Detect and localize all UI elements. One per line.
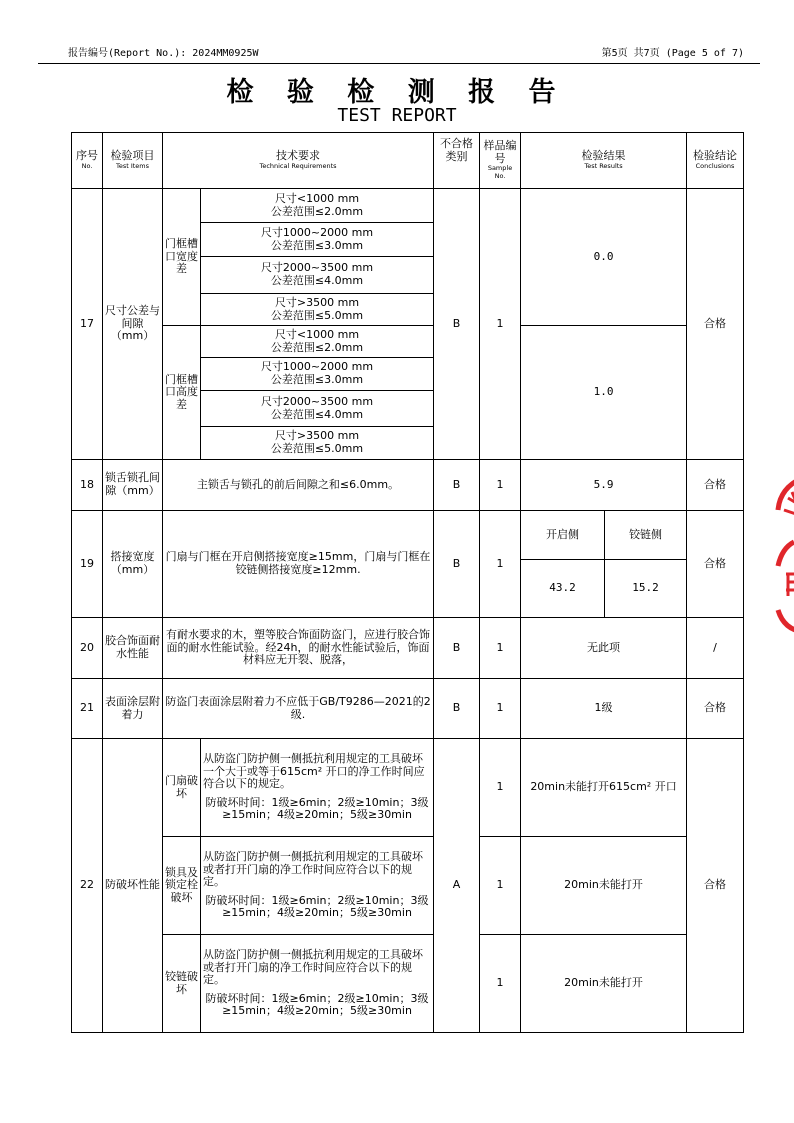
table-row xyxy=(72,679,744,739)
row-item: 尺寸公差与间隙（mm） xyxy=(103,189,163,460)
report-title-cn: 检 验 检 测 报 告 xyxy=(226,77,568,108)
row-item: 表面涂层附着力 xyxy=(103,679,163,739)
header-divider xyxy=(38,63,760,64)
row-sample: 1 xyxy=(480,618,521,679)
row-result: 20min未能打开615cm² 开口 xyxy=(521,739,687,837)
row-no: 19 xyxy=(72,511,103,618)
requirement-cell: 从防盗门防护侧一侧抵抗利用规定的工具破坏一个大于或等于615cm² 开口的净工作时间应符合以下的规定。 防破坏时间：1级≥6min；2级≥10min；3级≥15min；4级≥20min；5级≥30min xyxy=(201,739,434,837)
requirement-cell: 尺寸2000~3500 mm 公差范围≤4.0mm xyxy=(201,391,434,427)
requirement-cell: 尺寸1000~2000 mm 公差范围≤3.0mm xyxy=(201,223,434,257)
row-sample: 1 xyxy=(480,189,521,460)
col-sample: 样品编号 Sample No. xyxy=(480,133,521,189)
row-sample: 1 xyxy=(480,679,521,739)
table-row xyxy=(72,511,744,560)
result-open-side: 43.2 xyxy=(521,560,605,618)
row-category: B xyxy=(434,679,480,739)
row-requirement: 门扇与门框在开启侧搭接宽度≥15mm，门扇与门框在铰链侧搭接宽度≥12mm. xyxy=(163,511,434,618)
row-conclusion: 合格 xyxy=(687,679,744,739)
sub-item: 铰链破坏 xyxy=(163,935,201,1033)
col-results: 检验结果 Test Results xyxy=(521,133,687,189)
row-sample: 1 xyxy=(480,460,521,511)
sub-item: 锁具及锁定栓破坏 xyxy=(163,837,201,935)
row-conclusion: 合格 xyxy=(687,511,744,618)
row-category: B xyxy=(434,189,480,460)
requirement-cell: 从防盗门防护侧一侧抵抗利用规定的工具破坏或者打开门扇的净工作时间应符合以下的规定。 防破坏时间：1级≥6min；2级≥10min；3级≥15min；4级≥20min；5级≥30min xyxy=(201,837,434,935)
row-category: B xyxy=(434,618,480,679)
table-header-row xyxy=(72,133,744,189)
row-no: 20 xyxy=(72,618,103,679)
requirement-cell: 尺寸2000~3500 mm 公差范围≤4.0mm xyxy=(201,257,434,294)
requirement-cell: 尺寸<1000 mm 公差范围≤2.0mm xyxy=(201,189,434,223)
col-requirements: 技术要求 Technical Requirements xyxy=(163,133,434,189)
table-row xyxy=(72,739,744,837)
result-subheader-hinge: 铰链侧 xyxy=(605,511,687,560)
row-result: 无此项 xyxy=(521,618,687,679)
table-row xyxy=(72,460,744,511)
row-result: 5.9 xyxy=(521,460,687,511)
row-sample: 1 xyxy=(480,837,521,935)
row-requirement: 主锁舌与锁孔的前后间隙之和≤6.0mm。 xyxy=(163,460,434,511)
table-row xyxy=(72,618,744,679)
row-requirement: 防盗门表面涂层附着力不应低于GB/T9286—2021的2级. xyxy=(163,679,434,739)
col-no: 序号 No. xyxy=(72,133,103,189)
row-conclusion: 合格 xyxy=(687,189,744,460)
col-conclusion: 检验结论 Conclusions xyxy=(687,133,744,189)
requirement-cell: 尺寸>3500 mm 公差范围≤5.0mm xyxy=(201,294,434,326)
row-result: 20min未能打开 xyxy=(521,935,687,1033)
row-item: 防破坏性能 xyxy=(103,739,163,1033)
row-item: 锁舌锁孔间隙（mm） xyxy=(103,460,163,511)
sub-item: 门框槽口高度差 xyxy=(163,326,201,460)
row-no: 22 xyxy=(72,739,103,1033)
row-result: 20min未能打开 xyxy=(521,837,687,935)
row-no: 18 xyxy=(72,460,103,511)
col-category: 不合格类别 xyxy=(434,133,480,189)
row-conclusion: 合格 xyxy=(687,739,744,1033)
row-conclusion: / xyxy=(687,618,744,679)
test-results-table xyxy=(71,132,744,1033)
result-hinge-side: 15.2 xyxy=(605,560,687,618)
row-result: 1级 xyxy=(521,679,687,739)
report-number: 报告编号(Report No.): 2024MM0925W xyxy=(68,48,259,59)
requirement-cell: 从防盗门防护侧一侧抵抗利用规定的工具破坏或者打开门扇的净工作时间应符合以下的规定。 防破坏时间：1级≥6min；2级≥10min；3级≥15min；4级≥20min；5级≥30min xyxy=(201,935,434,1033)
row-requirement: 有耐水要求的木，塑等胶合饰面防盗门，应进行胶合饰面的耐水性能试验。经24h，的耐水性能试验后，饰面材料应无开裂、脱落， xyxy=(163,618,434,679)
row-sample: 1 xyxy=(480,739,521,837)
row-no: 17 xyxy=(72,189,103,460)
requirement-cell: 尺寸<1000 mm 公差范围≤2.0mm xyxy=(201,326,434,358)
requirement-cell: 尺寸1000~2000 mm 公差范围≤3.0mm xyxy=(201,358,434,391)
row-sample: 1 xyxy=(480,935,521,1033)
page-info: 第5页 共7页 (Page 5 of 7) xyxy=(601,48,744,59)
row-sample: 1 xyxy=(480,511,521,618)
row-result: 0.0 xyxy=(521,189,687,326)
row-conclusion: 合格 xyxy=(687,460,744,511)
sub-item: 门扇破坏 xyxy=(163,739,201,837)
row-category: A xyxy=(434,739,480,1033)
col-item: 检验项目 Test Items xyxy=(103,133,163,189)
report-title-en: TEST REPORT xyxy=(337,105,457,126)
row-category: B xyxy=(434,460,480,511)
sub-item: 门框槽口宽度差 xyxy=(163,189,201,326)
row-item: 胶合饰面耐水性能 xyxy=(103,618,163,679)
row-no: 21 xyxy=(72,679,103,739)
requirement-cell: 尺寸>3500 mm 公差范围≤5.0mm xyxy=(201,427,434,460)
row-category: B xyxy=(434,511,480,618)
result-subheader-open: 开启侧 xyxy=(521,511,605,560)
row-item: 搭接宽度（mm） xyxy=(103,511,163,618)
seal-stamp xyxy=(772,470,794,640)
row-result: 1.0 xyxy=(521,326,687,460)
table-row xyxy=(72,189,744,223)
